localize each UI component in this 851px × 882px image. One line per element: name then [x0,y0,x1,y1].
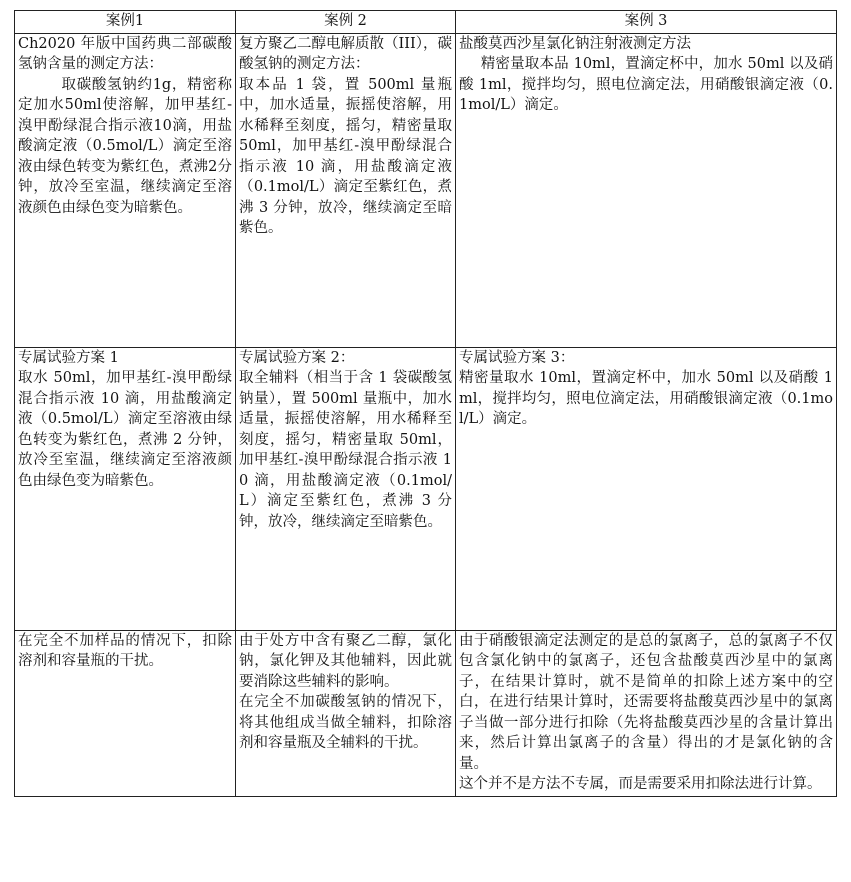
case-2-method-cell [236,33,456,347]
specificity-row [15,347,837,630]
method-row [15,33,837,347]
case-1-explanation-cell [15,630,236,796]
header-case-3: 案例 3 [456,11,837,34]
case-2-explanation-cell [236,630,456,796]
case-3-method-title: 盐酸莫西沙星氯化钠注射液测定方法 [459,35,691,52]
case-2-specificity-title: 专属试验方案 2： [239,349,355,366]
case-1-method-cell [15,33,236,347]
case-3-explanation-text-1: 由于硝酸银滴定法测定的是总的氯离子，总的氯离子不仅包含氯化钠中的氯离子，还包含盐酸莫西沙星中的氯离子，在结果计算时，就不是简单的扣除上述方案中的空白，在进行结果计算时，还需要将盐酸莫西沙星中的氯离子当做一部分进行扣除（先将盐酸莫西沙星的含量计算出来，然后计算出氯离子的含量）得出的才是氯化钠的含量。 [459,632,833,772]
case-1-explanation-text: 在完全不加样品的情况下，扣除溶剂和容量瓶的干扰。 [18,632,232,669]
case-2-explanation-text-1: 由于处方中含有聚乙二醇，氯化钠，氯化钾及其他辅料，因此就要消除这些辅料的影响。 [239,632,452,690]
case-1-specificity-body: 取水 50ml，加甲基红-溴甲酚绿混合指示液 10 滴，用盐酸滴定液（0.5mol/L）滴定至溶液由绿色转变为紫红色，煮沸 2 分钟，放冷至室温，继续滴定至溶液颜色由绿色变为暗紫色。 [18,370,232,489]
case-3-method-cell [456,33,837,347]
case-3-explanation-text-2: 这个并不是方法不专属，而是需要采用扣除法进行计算。 [459,776,822,792]
explanation-row [15,630,837,796]
case-1-specificity-title: 专属试验方案 1 [18,349,119,366]
header-row [15,11,837,34]
case-3-specificity-body: 精密量取水 10ml，置滴定杯中，加水 50ml 以及硝酸 1ml，搅拌均匀，照电位滴定法，用硝酸银滴定液（0.1mol/L）滴定。 [459,370,833,427]
case-1-method-body: 取碳酸氢钠约1g，精密称定加水50ml使溶解，加甲基红-溴甲酚绿混合指示液10滴，用盐酸滴定液（0.5mol/L）滴定至溶液由绿色转变为紫红色，煮沸2分钟，放冷至室温，继续滴定至溶液颜色由绿色变为暗紫色。 [18,76,232,216]
case-3-explanation-cell [456,630,837,796]
case-3-specificity-cell [456,347,837,630]
case-3-method-body: 精密量取本品 10ml，置滴定杯中，加水 50ml 以及硝酸 1ml，搅拌均匀，照电位滴定法，用硝酸银滴定液（0.1mol/L）滴定。 [459,56,833,113]
comparison-table [14,10,837,797]
header-case-2: 案例 2 [236,11,456,34]
case-2-method-title: 复方聚乙二醇电解质散（III），碳酸氢钠的测定方法： [239,35,452,72]
case-2-method-body: 取本品 1 袋，置 500ml 量瓶中，加水适量，振摇使溶解，用水稀释至刻度，摇匀，精密量取 50ml，加甲基红-溴甲酚绿混合指示液 10 滴，用盐酸滴定液（0.1mol/L）滴定至紫红色，煮沸 3 分钟，放冷，继续滴定至暗紫色。 [239,76,452,236]
case-2-specificity-cell [236,347,456,630]
case-2-specificity-body: 取全辅料（相当于含 1 袋碳酸氢钠量），置 500ml 量瓶中，加水适量，振摇使溶解，用水稀释至刻度，摇匀，精密量取 50ml，加甲基红-溴甲酚绿混合指示液 10 滴，用盐酸滴定液（0.1mol/L）滴定至紫红色，煮沸 3 分钟，放冷，继续滴定至暗紫色。 [239,370,452,530]
case-2-explanation-text-2: 在完全不加碳酸氢钠的情况下，将其他组成当做全辅料，扣除溶剂和容量瓶及全辅料的干扰。 [239,694,452,751]
case-3-specificity-title: 专属试验方案 3： [459,349,575,366]
header-case-1: 案例1 [15,11,236,34]
case-1-specificity-cell [15,347,236,630]
case-1-method-title: Ch2020 年版中国药典二部碳酸氢钠含量的测定方法： [18,35,232,72]
